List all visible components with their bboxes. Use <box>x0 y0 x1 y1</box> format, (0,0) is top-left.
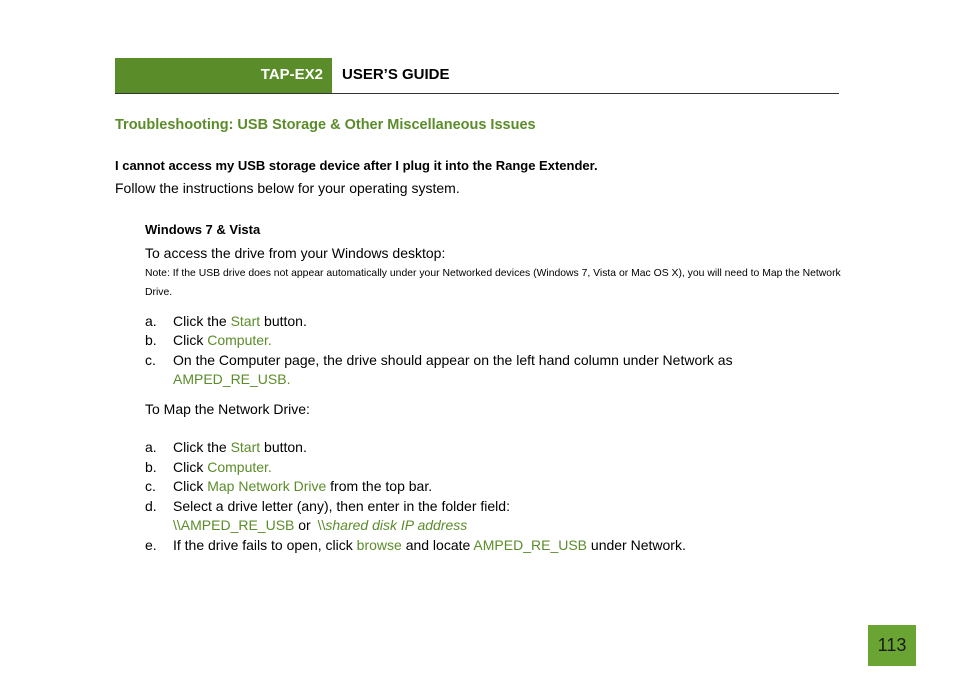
list-marker: a. <box>145 313 157 329</box>
start-term: Start <box>230 439 261 455</box>
question-heading: I cannot access my USB storage device after I plug it into the Range Extender. <box>115 158 598 173</box>
note-text: Note: If the USB drive does not appear automatically under your Networked devices (Windows 7, Vista or Mac OS X), you will need to Map the Network Drive. <box>145 268 841 298</box>
list-item: Select a drive letter (any), then enter in the folder field: <box>173 498 510 514</box>
drive-name-term: AMPED_RE_USB. <box>173 371 291 387</box>
browse-term: browse <box>356 537 402 553</box>
map-heading: To Map the Network Drive: <box>145 401 310 417</box>
computer-term: Computer. <box>207 459 272 475</box>
step-text: button. <box>264 313 307 329</box>
step-text: from the top bar. <box>330 478 433 494</box>
page-header <box>115 58 839 94</box>
list-marker: e. <box>145 537 157 553</box>
product-name: TAP-EX2 <box>260 66 323 83</box>
step-text: Click <box>173 459 204 475</box>
step-text: Click the <box>173 313 227 329</box>
step-text: Click the <box>173 439 227 455</box>
path-prefix: \\ <box>317 517 326 533</box>
header-product-box <box>115 58 332 93</box>
step-text: and locate <box>405 537 471 553</box>
folder-path-ip <box>318 517 468 533</box>
list-item <box>173 332 272 348</box>
map-network-drive-term: Map Network Drive <box>207 478 327 494</box>
list-item <box>173 439 307 455</box>
computer-term: Computer. <box>207 332 272 348</box>
start-term: Start <box>230 313 261 329</box>
step-text: button. <box>264 439 307 455</box>
step-text: under Network. <box>590 537 686 553</box>
list-marker: b. <box>145 332 157 348</box>
step-text: If the drive fails to open, click <box>173 537 353 553</box>
guide-title: USER’S GUIDE <box>342 66 450 83</box>
list-marker: a. <box>145 439 157 455</box>
step-text: Click <box>173 332 204 348</box>
access-text: To access the drive from your Windows desktop: <box>145 245 446 261</box>
page-number-badge: 113 <box>868 625 916 666</box>
or-text: or <box>298 517 311 533</box>
list-item: On the Computer page, the drive should appear on the left hand column under Network as <box>173 352 733 368</box>
section-title: Troubleshooting: USB Storage & Other Miscellaneous Issues <box>115 117 536 133</box>
step-text: Click <box>173 478 204 494</box>
list-item <box>173 459 272 475</box>
os-subheading: Windows 7 & Vista <box>145 222 261 237</box>
list-item <box>173 537 686 553</box>
list-marker: c. <box>145 478 156 494</box>
drive-name-term: AMPED_RE_USB <box>473 537 588 553</box>
intro-text: Follow the instructions below for your operating system. <box>115 180 460 196</box>
list-marker: b. <box>145 459 157 475</box>
path-ip-placeholder: shared disk IP address <box>325 517 468 533</box>
list-item <box>173 478 432 494</box>
folder-path-usb: \\AMPED_RE_USB <box>173 517 295 533</box>
list-marker: c. <box>145 352 156 368</box>
list-marker: d. <box>145 498 157 514</box>
folder-path-line <box>173 517 467 533</box>
list-item <box>173 313 307 329</box>
